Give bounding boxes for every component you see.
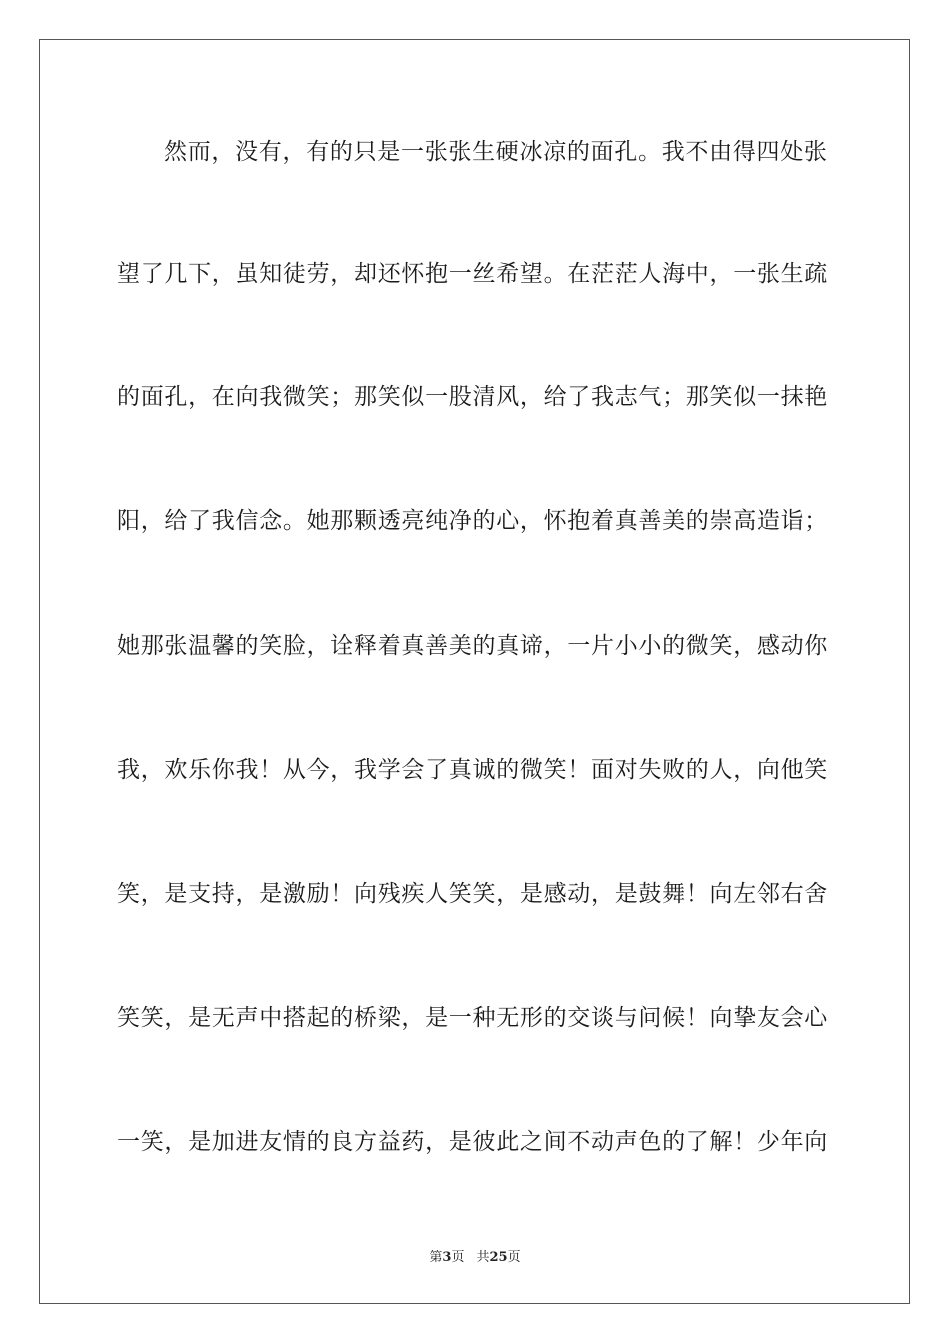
total-suffix: 页 [507, 1250, 521, 1265]
text-line-1: 然而，没有，有的只是一张张生硬冰凉的面孔。我不由得四处张 [164, 139, 828, 165]
page-footer [0, 1246, 950, 1265]
page-total: 25 [489, 1250, 508, 1265]
text-line-2: 望了几下，虽知徒劳，却还怀抱一丝希望。在茫茫人海中，一张生疏 [117, 261, 828, 287]
text-line-8: 笑笑，是无声中搭起的桥梁，是一种无形的交谈与问候！向挚友会心 [117, 1005, 828, 1031]
text-line-6: 我，欢乐你我！从今，我学会了真诚的微笑！面对失败的人，向他笑 [117, 757, 828, 783]
text-line-9: 一笑，是加进友情的良方益药，是彼此之间不动声色的了解！少年向 [117, 1129, 828, 1155]
page-suffix: 页 [451, 1250, 465, 1265]
page-prefix: 第 [429, 1250, 443, 1265]
text-line-4: 阳，给了我信念。她那颗透亮纯净的心，怀抱着真善美的崇高造诣； [117, 508, 828, 534]
text-line-5: 她那张温馨的笑脸，诠释着真善美的真谛，一片小小的微笑，感动你 [117, 633, 828, 659]
total-prefix: 共 [476, 1250, 490, 1265]
page-number: 3 [442, 1250, 452, 1265]
text-line-3: 的面孔，在向我微笑；那笑似一股清风，给了我志气；那笑似一抹艳 [117, 384, 828, 410]
page-border [39, 39, 910, 1304]
text-line-7: 笑，是支持，是激励！向残疾人笑笑，是感动，是鼓舞！向左邻右舍 [117, 881, 828, 907]
